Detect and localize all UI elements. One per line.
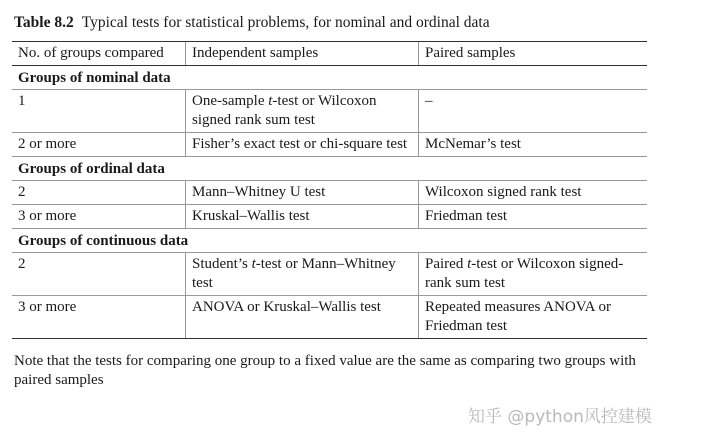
table-note: Note that the tests for comparing one group to a fixed value are the same as comparing two groups with paired samples xyxy=(14,353,636,388)
group-title: Groups of nominal data xyxy=(12,66,647,90)
table-number: Table 8.2 xyxy=(14,14,74,31)
statistical-tests-table xyxy=(12,41,647,339)
table-header-row xyxy=(12,42,647,66)
cell-paired: McNemar’s test xyxy=(419,133,648,157)
table-caption xyxy=(14,14,490,32)
group-row-continuous xyxy=(12,229,647,253)
table-row xyxy=(12,205,647,229)
group-row-ordinal xyxy=(12,157,647,181)
cell-groups: 3 or more xyxy=(12,296,186,339)
header-groups-compared: No. of groups compared xyxy=(12,42,186,66)
cell-independent: One-sample t-test or Wilcoxon signed rank sum test xyxy=(186,90,419,133)
cell-independent: Fisher’s exact test or chi-square test xyxy=(186,133,419,157)
cell-paired: Wilcoxon signed rank test xyxy=(419,181,648,205)
cell-independent: ANOVA or Kruskal–Wallis test xyxy=(186,296,419,339)
header-independent-samples: Independent samples xyxy=(186,42,419,66)
table-row xyxy=(12,253,647,296)
cell-groups: 2 xyxy=(12,181,186,205)
group-row-nominal xyxy=(12,66,647,90)
cell-groups: 3 or more xyxy=(12,205,186,229)
cell-groups: 2 xyxy=(12,253,186,296)
group-title: Groups of ordinal data xyxy=(12,157,647,181)
cell-groups: 1 xyxy=(12,90,186,133)
cell-groups: 2 or more xyxy=(12,133,186,157)
cell-independent: Student’s t-test or Mann–Whitney test xyxy=(186,253,419,296)
watermark: 知乎 @python风控建模 xyxy=(468,407,652,427)
cell-paired: Friedman test xyxy=(419,205,648,229)
cell-independent: Mann–Whitney U test xyxy=(186,181,419,205)
table-row xyxy=(12,90,647,133)
table-row xyxy=(12,133,647,157)
cell-paired: Paired t-test or Wilcoxon signed-rank sum test xyxy=(419,253,648,296)
cell-paired: – xyxy=(419,90,648,133)
table-row xyxy=(12,296,647,339)
cell-paired: Repeated measures ANOVA or Friedman test xyxy=(419,296,648,339)
cell-independent: Kruskal–Wallis test xyxy=(186,205,419,229)
table-row xyxy=(12,181,647,205)
header-paired-samples: Paired samples xyxy=(419,42,648,66)
group-title: Groups of continuous data xyxy=(12,229,647,253)
table-title: Typical tests for statistical problems, for nominal and ordinal data xyxy=(81,14,490,31)
